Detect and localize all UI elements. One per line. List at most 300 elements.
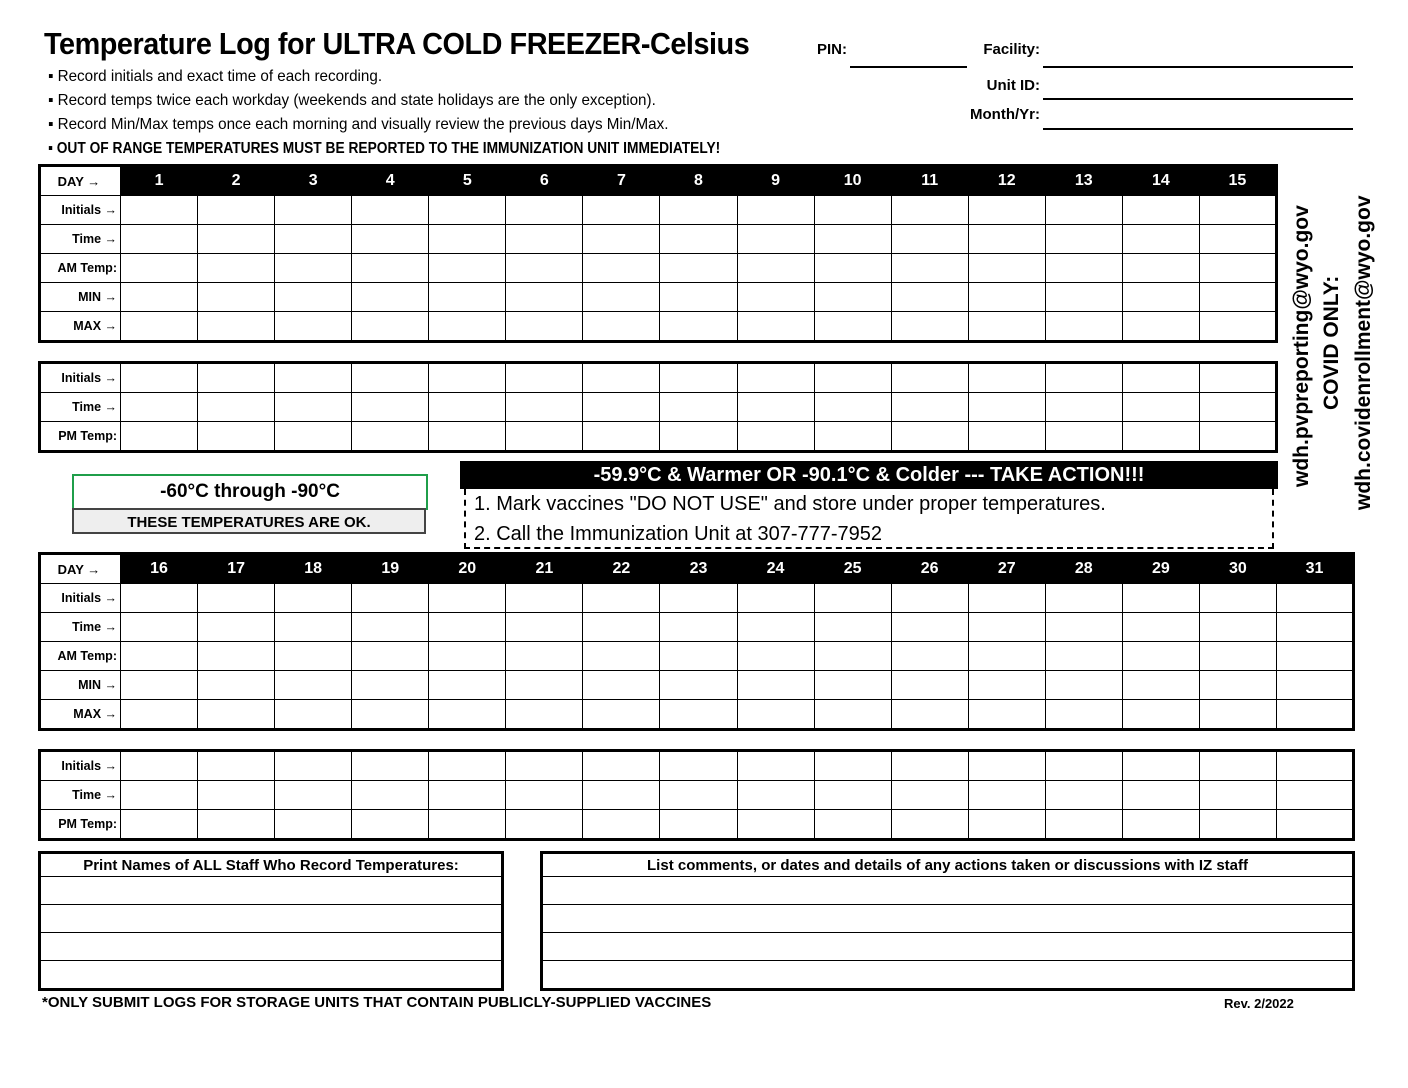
log-cell[interactable] (583, 671, 660, 700)
day-number: 10 (814, 166, 891, 196)
comments-table (540, 851, 1355, 991)
unit-id-field[interactable] (1043, 78, 1353, 100)
log-cell[interactable] (1199, 584, 1276, 613)
log-cell[interactable] (275, 751, 352, 781)
log-cell[interactable] (429, 613, 506, 642)
log-cell[interactable] (275, 363, 352, 393)
log-cell[interactable] (275, 810, 352, 840)
day-number: 4 (352, 166, 429, 196)
log-cell[interactable] (814, 254, 891, 283)
log-cell[interactable] (583, 810, 660, 840)
log-cell[interactable] (121, 781, 198, 810)
log-cell[interactable] (121, 810, 198, 840)
log-cell[interactable] (1122, 671, 1199, 700)
log-cell[interactable] (583, 642, 660, 671)
log-cell[interactable] (121, 671, 198, 700)
log-cell[interactable] (1199, 363, 1276, 393)
log-cell[interactable] (506, 225, 583, 254)
log-cell[interactable] (583, 312, 660, 342)
log-cell[interactable] (737, 642, 814, 671)
log-cell[interactable] (429, 810, 506, 840)
log-cell[interactable] (1122, 254, 1199, 283)
log-cell[interactable] (121, 700, 198, 730)
log-cell[interactable] (1122, 810, 1199, 840)
log-cell[interactable] (968, 781, 1045, 810)
log-cell[interactable] (198, 312, 275, 342)
log-cell[interactable] (737, 810, 814, 840)
log-cell[interactable] (198, 196, 275, 225)
log-row (40, 613, 1354, 642)
log-cell[interactable] (891, 254, 968, 283)
log-cell[interactable] (1122, 283, 1199, 312)
staff-name-row[interactable] (40, 961, 503, 990)
action-step-2: 2. Call the Immunization Unit at 307-777-7952 (474, 523, 883, 545)
log-cell[interactable] (737, 393, 814, 422)
facility-field[interactable] (1043, 46, 1353, 68)
log-cell[interactable] (968, 613, 1045, 642)
log-cell[interactable] (1199, 671, 1276, 700)
comment-row[interactable] (542, 961, 1354, 990)
day-number: 12 (968, 166, 1045, 196)
log-cell[interactable] (121, 196, 198, 225)
log-cell[interactable] (583, 393, 660, 422)
comment-row[interactable] (542, 877, 1354, 905)
log-cell[interactable] (1122, 613, 1199, 642)
staff-name-row[interactable] (40, 877, 503, 905)
log-cell[interactable] (583, 196, 660, 225)
log-cell[interactable] (1199, 196, 1276, 225)
covid-only-label: COVID ONLY: (1320, 275, 1343, 410)
log-cell[interactable] (1045, 196, 1122, 225)
log-row (40, 363, 1277, 393)
log-cell[interactable] (198, 781, 275, 810)
log-cell[interactable] (583, 700, 660, 730)
log-cell[interactable] (1045, 283, 1122, 312)
log-cell[interactable] (1122, 642, 1199, 671)
log-cell[interactable] (660, 671, 737, 700)
log-cell[interactable] (1199, 642, 1276, 671)
log-cell[interactable] (352, 393, 429, 422)
log-cell[interactable] (1045, 700, 1122, 730)
log-cell[interactable] (506, 363, 583, 393)
log-cell[interactable] (1122, 393, 1199, 422)
log-cell[interactable] (198, 751, 275, 781)
log-cell[interactable] (891, 584, 968, 613)
log-cell[interactable] (429, 363, 506, 393)
log-cell[interactable] (429, 671, 506, 700)
staff-name-row[interactable] (40, 905, 503, 933)
log-cell[interactable] (1122, 225, 1199, 254)
log-cell[interactable] (660, 613, 737, 642)
log-cell[interactable] (968, 283, 1045, 312)
log-cell[interactable] (352, 810, 429, 840)
log-cell[interactable] (1122, 700, 1199, 730)
log-row (40, 700, 1354, 730)
log-cell[interactable] (506, 751, 583, 781)
log-cell[interactable] (275, 422, 352, 452)
instruction-1: ▪ Record initials and exact time of each recording. (48, 68, 383, 85)
log-cell[interactable] (1276, 700, 1353, 730)
log-cell[interactable] (506, 781, 583, 810)
log-cell[interactable] (198, 613, 275, 642)
log-cell[interactable] (891, 781, 968, 810)
log-cell[interactable] (352, 225, 429, 254)
log-cell[interactable] (429, 781, 506, 810)
log-cell[interactable] (1045, 393, 1122, 422)
row-label: Initials → (40, 363, 121, 393)
log-cell[interactable] (660, 781, 737, 810)
log-cell[interactable] (737, 254, 814, 283)
log-cell[interactable] (814, 671, 891, 700)
log-cell[interactable] (737, 363, 814, 393)
log-cell[interactable] (1045, 642, 1122, 671)
log-cell[interactable] (506, 613, 583, 642)
log-cell[interactable] (814, 225, 891, 254)
log-cell[interactable] (1045, 613, 1122, 642)
log-cell[interactable] (583, 422, 660, 452)
log-cell[interactable] (1276, 781, 1353, 810)
log-cell[interactable] (660, 422, 737, 452)
day-number: 19 (352, 554, 429, 584)
log-cell[interactable] (275, 584, 352, 613)
log-cell[interactable] (891, 312, 968, 342)
log-row (40, 254, 1277, 283)
log-cell[interactable] (660, 283, 737, 312)
log-cell[interactable] (198, 422, 275, 452)
log-cell[interactable] (660, 810, 737, 840)
log-cell[interactable] (891, 642, 968, 671)
log-cell[interactable] (660, 642, 737, 671)
log-cell[interactable] (506, 254, 583, 283)
log-cell[interactable] (198, 393, 275, 422)
log-cell[interactable] (275, 283, 352, 312)
log-cell[interactable] (891, 810, 968, 840)
log-cell[interactable] (121, 613, 198, 642)
log-cell[interactable] (737, 751, 814, 781)
log-cell[interactable] (429, 584, 506, 613)
log-cell[interactable] (506, 584, 583, 613)
log-cell[interactable] (737, 422, 814, 452)
log-cell[interactable] (1199, 751, 1276, 781)
log-cell[interactable] (352, 781, 429, 810)
log-cell[interactable] (814, 751, 891, 781)
log-cell[interactable] (1276, 810, 1353, 840)
log-cell[interactable] (275, 642, 352, 671)
log-cell[interactable] (1045, 671, 1122, 700)
log-cell[interactable] (891, 363, 968, 393)
log-cell[interactable] (429, 283, 506, 312)
log-cell[interactable] (506, 671, 583, 700)
staff-name-row[interactable] (40, 933, 503, 961)
log-cell[interactable] (1276, 613, 1353, 642)
log-cell[interactable] (1045, 584, 1122, 613)
am-log-table-days-1-15 (38, 164, 1278, 343)
log-cell[interactable] (1199, 613, 1276, 642)
log-cell[interactable] (1045, 422, 1122, 452)
log-cell[interactable] (968, 312, 1045, 342)
day-number: 7 (583, 166, 660, 196)
log-cell[interactable] (1045, 810, 1122, 840)
log-cell[interactable] (275, 700, 352, 730)
log-cell[interactable] (814, 363, 891, 393)
log-cell[interactable] (660, 363, 737, 393)
log-cell[interactable] (352, 613, 429, 642)
log-cell[interactable] (352, 751, 429, 781)
log-cell[interactable] (429, 700, 506, 730)
log-cell[interactable] (660, 254, 737, 283)
log-cell[interactable] (352, 196, 429, 225)
log-cell[interactable] (968, 810, 1045, 840)
row-label: Initials → (40, 751, 121, 781)
log-cell[interactable] (1122, 196, 1199, 225)
log-cell[interactable] (968, 363, 1045, 393)
log-cell[interactable] (275, 613, 352, 642)
log-cell[interactable] (1045, 254, 1122, 283)
log-cell[interactable] (1276, 671, 1353, 700)
log-cell[interactable] (737, 700, 814, 730)
log-cell[interactable] (506, 700, 583, 730)
log-cell[interactable] (352, 700, 429, 730)
log-cell[interactable] (121, 584, 198, 613)
log-cell[interactable] (737, 283, 814, 312)
log-cell[interactable] (814, 584, 891, 613)
log-cell[interactable] (737, 584, 814, 613)
log-cell[interactable] (814, 781, 891, 810)
log-cell[interactable] (1122, 584, 1199, 613)
log-cell[interactable] (506, 810, 583, 840)
log-cell[interactable] (891, 671, 968, 700)
log-row (40, 283, 1277, 312)
day-number: 23 (660, 554, 737, 584)
log-cell[interactable] (814, 422, 891, 452)
log-cell[interactable] (1199, 700, 1276, 730)
month-yr-field[interactable] (1043, 108, 1353, 130)
day-number: 18 (275, 554, 352, 584)
day-number: 2 (198, 166, 275, 196)
log-cell[interactable] (429, 751, 506, 781)
log-cell[interactable] (198, 363, 275, 393)
covid-email: wdh.covidenrollment@wyo.gov (1352, 195, 1375, 510)
log-cell[interactable] (1122, 312, 1199, 342)
log-cell[interactable] (660, 700, 737, 730)
log-cell[interactable] (660, 393, 737, 422)
log-cell[interactable] (1276, 642, 1353, 671)
log-cell[interactable] (198, 671, 275, 700)
log-cell[interactable] (275, 781, 352, 810)
log-row (40, 422, 1277, 452)
log-cell[interactable] (1199, 781, 1276, 810)
log-cell[interactable] (737, 225, 814, 254)
day-number: 16 (121, 554, 198, 584)
log-cell[interactable] (121, 751, 198, 781)
log-cell[interactable] (737, 671, 814, 700)
log-cell[interactable] (660, 751, 737, 781)
log-cell[interactable] (814, 613, 891, 642)
log-cell[interactable] (121, 312, 198, 342)
log-row (40, 196, 1277, 225)
comment-row[interactable] (542, 905, 1354, 933)
log-cell[interactable] (583, 225, 660, 254)
log-cell[interactable] (1199, 393, 1276, 422)
log-cell[interactable] (1276, 751, 1353, 781)
log-cell[interactable] (968, 700, 1045, 730)
day-number: 1 (121, 166, 198, 196)
log-cell[interactable] (275, 312, 352, 342)
log-cell[interactable] (429, 254, 506, 283)
log-cell[interactable] (968, 196, 1045, 225)
log-cell[interactable] (429, 393, 506, 422)
log-cell[interactable] (198, 700, 275, 730)
log-cell[interactable] (1199, 810, 1276, 840)
log-cell[interactable] (198, 810, 275, 840)
log-cell[interactable] (968, 254, 1045, 283)
log-cell[interactable] (352, 254, 429, 283)
log-cell[interactable] (198, 225, 275, 254)
log-cell[interactable] (891, 196, 968, 225)
log-cell[interactable] (1045, 225, 1122, 254)
log-cell[interactable] (1045, 781, 1122, 810)
log-cell[interactable] (891, 613, 968, 642)
log-cell[interactable] (891, 422, 968, 452)
log-cell[interactable] (583, 254, 660, 283)
log-cell[interactable] (275, 671, 352, 700)
log-cell[interactable] (506, 393, 583, 422)
log-cell[interactable] (660, 584, 737, 613)
log-cell[interactable] (737, 781, 814, 810)
log-cell[interactable] (1122, 751, 1199, 781)
row-label: Time → (40, 613, 121, 642)
log-cell[interactable] (352, 422, 429, 452)
log-cell[interactable] (583, 751, 660, 781)
log-cell[interactable] (814, 700, 891, 730)
log-cell[interactable] (583, 283, 660, 312)
day-number: 17 (198, 554, 275, 584)
log-cell[interactable] (814, 196, 891, 225)
log-cell[interactable] (429, 642, 506, 671)
row-label: MAX → (40, 312, 121, 342)
staff-header: Print Names of ALL Staff Who Record Temperatures: (40, 853, 503, 877)
log-cell[interactable] (121, 283, 198, 312)
log-cell[interactable] (275, 225, 352, 254)
log-cell[interactable] (275, 393, 352, 422)
log-cell[interactable] (352, 363, 429, 393)
log-cell[interactable] (1045, 363, 1122, 393)
log-cell[interactable] (891, 751, 968, 781)
log-cell[interactable] (1199, 225, 1276, 254)
log-cell[interactable] (121, 254, 198, 283)
log-cell[interactable] (1199, 312, 1276, 342)
log-cell[interactable] (968, 671, 1045, 700)
log-cell[interactable] (1199, 254, 1276, 283)
log-cell[interactable] (891, 283, 968, 312)
log-cell[interactable] (198, 283, 275, 312)
action-steps (464, 489, 1274, 549)
log-cell[interactable] (1122, 363, 1199, 393)
log-cell[interactable] (814, 283, 891, 312)
log-cell[interactable] (506, 312, 583, 342)
day-number: 20 (429, 554, 506, 584)
log-cell[interactable] (660, 196, 737, 225)
log-cell[interactable] (583, 781, 660, 810)
log-cell[interactable] (429, 225, 506, 254)
log-cell[interactable] (1122, 781, 1199, 810)
log-cell[interactable] (1199, 283, 1276, 312)
log-cell[interactable] (121, 363, 198, 393)
instruction-3: ▪ Record Min/Max temps once each morning and visually review the previous days Min/Max. (48, 116, 669, 133)
log-cell[interactable] (352, 642, 429, 671)
log-cell[interactable] (429, 312, 506, 342)
log-cell[interactable] (1045, 312, 1122, 342)
log-cell[interactable] (506, 422, 583, 452)
log-cell[interactable] (660, 225, 737, 254)
log-cell[interactable] (198, 642, 275, 671)
log-cell[interactable] (352, 584, 429, 613)
log-cell[interactable] (891, 700, 968, 730)
log-cell[interactable] (583, 613, 660, 642)
log-cell[interactable] (121, 422, 198, 452)
log-cell[interactable] (506, 283, 583, 312)
log-cell[interactable] (352, 671, 429, 700)
log-cell[interactable] (814, 393, 891, 422)
log-cell[interactable] (1199, 422, 1276, 452)
day-number: 9 (737, 166, 814, 196)
log-cell[interactable] (506, 642, 583, 671)
log-cell[interactable] (968, 393, 1045, 422)
log-cell[interactable] (968, 225, 1045, 254)
log-cell[interactable] (429, 422, 506, 452)
day-label: DAY → (40, 554, 121, 584)
log-cell[interactable] (737, 312, 814, 342)
log-cell[interactable] (737, 613, 814, 642)
ok-range-box (72, 474, 428, 510)
log-cell[interactable] (275, 254, 352, 283)
log-cell[interactable] (121, 642, 198, 671)
log-cell[interactable] (814, 810, 891, 840)
day-number: 27 (968, 554, 1045, 584)
log-cell[interactable] (275, 196, 352, 225)
log-cell[interactable] (968, 584, 1045, 613)
log-cell[interactable] (968, 422, 1045, 452)
log-cell[interactable] (583, 363, 660, 393)
log-cell[interactable] (1122, 422, 1199, 452)
log-cell[interactable] (968, 642, 1045, 671)
log-cell[interactable] (506, 196, 583, 225)
log-cell[interactable] (1045, 751, 1122, 781)
log-cell[interactable] (429, 196, 506, 225)
log-cell[interactable] (814, 642, 891, 671)
log-row (40, 781, 1354, 810)
log-cell[interactable] (198, 254, 275, 283)
day-number: 22 (583, 554, 660, 584)
log-cell[interactable] (891, 393, 968, 422)
log-cell[interactable] (352, 312, 429, 342)
pm-log-table-days-1-15 (38, 361, 1278, 453)
log-cell[interactable] (737, 196, 814, 225)
log-cell[interactable] (583, 584, 660, 613)
row-label: MIN → (40, 283, 121, 312)
log-cell[interactable] (968, 751, 1045, 781)
log-cell[interactable] (891, 225, 968, 254)
comment-row[interactable] (542, 933, 1354, 961)
log-cell[interactable] (660, 312, 737, 342)
log-cell[interactable] (198, 584, 275, 613)
log-cell[interactable] (1276, 584, 1353, 613)
log-cell[interactable] (121, 225, 198, 254)
row-label: PM Temp: (40, 810, 121, 840)
log-cell[interactable] (352, 283, 429, 312)
log-cell[interactable] (814, 312, 891, 342)
log-cell[interactable] (121, 393, 198, 422)
